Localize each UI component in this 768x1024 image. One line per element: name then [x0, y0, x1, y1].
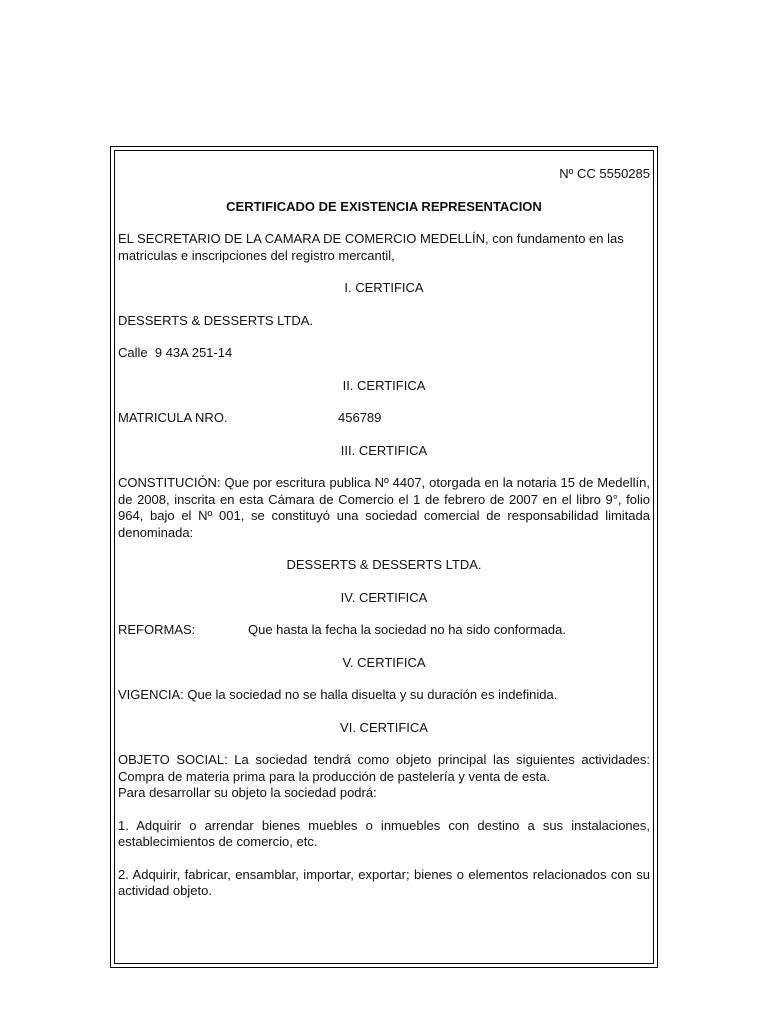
section-heading-2: II. CERTIFICA — [342, 377, 426, 393]
company-name: DESSERTS & DESSERTS LTDA. — [118, 312, 314, 328]
reformas-value: Que hasta la fecha la sociedad no ha sido conformada. — [248, 622, 566, 637]
matricula-row — [118, 410, 650, 427]
certificate-number: Nº CC 5550285 — [559, 166, 650, 181]
constitucion-paragraph: CONSTITUCIÓN: Que por escritura publica Nº 4407, otorgada en la notaria 15 de Medellín, de 2008, inscrita en esta Cámara de Comercio el 1 de febrero de 2007 en el libro 9°, folio 964, bajo el Nº 001, se constituyó una sociedad comercial de responsabilidad limitada denominada: — [118, 475, 650, 540]
certificate-body — [118, 166, 650, 916]
objeto-item-2: 2. Adquirir, fabricar, ensamblar, importar, exportar; bienes o elementos relacionados con su actividad objeto. — [118, 866, 650, 898]
matricula-label: MATRICULA NRO. — [118, 410, 228, 425]
reformas-label: REFORMAS: — [118, 622, 196, 637]
company-name-centered: DESSERTS & DESSERTS LTDA. — [286, 557, 482, 572]
section-heading-6: VI. CERTIFICA — [340, 719, 428, 735]
section-heading-1: I. CERTIFICA — [344, 280, 424, 295]
certificate-title: CERTIFICADO DE EXISTENCIA REPRESENTACION — [226, 198, 542, 214]
section-heading-4: IV. CERTIFICA — [340, 589, 428, 605]
vigencia-paragraph: VIGENCIA: Que la sociedad no se halla disuelta y su duración es indefinida. — [118, 687, 558, 702]
intro-paragraph: EL SECRETARIO DE LA CAMARA DE COMERCIO MEDELLÍN, con fundamento en las matriculas e inscripciones del registro mercantil, — [118, 231, 624, 263]
company-address: Calle 9 43A 251-14 — [118, 345, 233, 360]
section-heading-3: III. CERTIFICA — [340, 442, 428, 458]
objeto-item-1: 1. Adquirir o arrendar bienes muebles o inmuebles con destino a sus instalaciones, establecimientos de comercio, etc. — [118, 817, 650, 849]
matricula-value: 456789 — [338, 410, 382, 425]
reformas-row — [118, 622, 650, 639]
section-heading-5: V. CERTIFICA — [342, 654, 426, 670]
objeto-intro: Para desarrollar su objeto la sociedad podrá: — [118, 785, 377, 800]
objeto-social-paragraph: OBJETO SOCIAL: La sociedad tendrá como objeto principal las siguientes actividades: Compra de materia prima para la producción de pastelería y venta de esta. — [118, 752, 650, 784]
